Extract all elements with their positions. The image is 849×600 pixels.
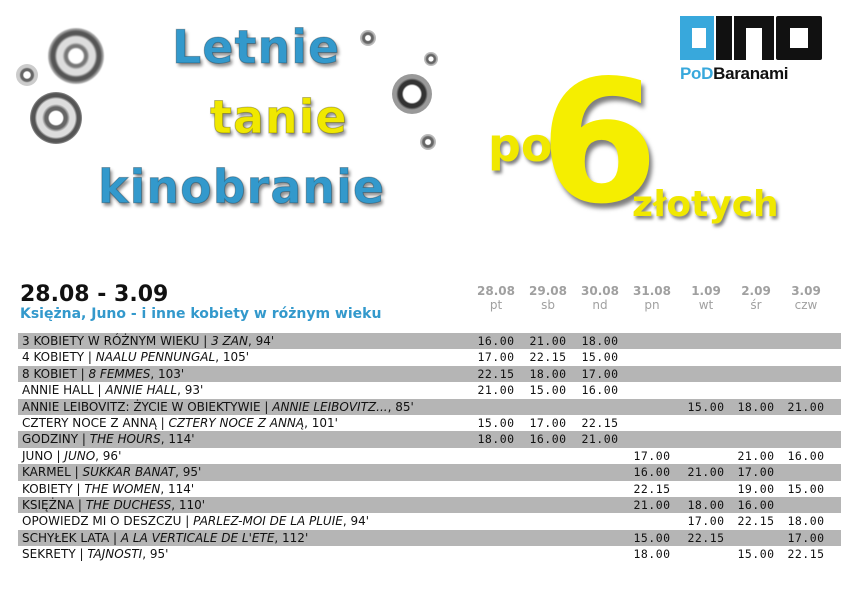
table-row	[18, 464, 841, 480]
film-title	[22, 546, 168, 562]
decorative-ring	[392, 74, 432, 114]
day-date: 1.09	[691, 284, 721, 298]
film-title	[22, 349, 249, 365]
screening-time: 21.00	[687, 465, 725, 480]
film-polish-title: OPOWIEDZ MI O DESZCZU |	[22, 514, 194, 529]
logo-wordmark	[680, 64, 825, 84]
screening-time: 15.00	[581, 350, 619, 365]
screening-time: 22.15	[737, 514, 775, 529]
film-polish-title: 4 KOBIETY |	[22, 350, 96, 365]
decorative-ring	[16, 64, 38, 86]
day-name: czw	[794, 298, 818, 312]
screening-time: 15.00	[529, 383, 567, 398]
film-title	[22, 481, 194, 497]
film-title	[22, 513, 369, 529]
film-title	[22, 382, 203, 398]
screening-time: 18.00	[477, 432, 515, 447]
day-date: 29.08	[529, 284, 567, 298]
screening-time: 21.00	[737, 448, 775, 463]
screening-time: 21.00	[581, 432, 619, 447]
film-polish-title: 8 KOBIET |	[22, 366, 89, 381]
film-original-title: NAALU PENNUNGAL	[95, 350, 216, 365]
film-original-title: TAJNOSTI	[87, 547, 143, 562]
screening-table	[18, 333, 841, 562]
decorative-ring	[48, 28, 104, 84]
logo-letter-o	[776, 16, 822, 60]
film-polish-title: KARMEL |	[22, 465, 83, 480]
screening-time: 15.00	[687, 399, 725, 414]
film-polish-title: KOBIETY |	[22, 481, 85, 496]
screening-time: 19.00	[737, 481, 775, 496]
screening-time: 18.00	[737, 399, 775, 414]
screening-time: 16.00	[737, 497, 775, 512]
headline-line-1: Letnie	[172, 20, 341, 74]
screening-time: 17.00	[581, 366, 619, 381]
headline-line-3: kinobranie	[98, 160, 386, 214]
logo-baranami: Baranami	[713, 64, 789, 83]
screening-time: 21.00	[477, 383, 515, 398]
film-polish-title: SCHYŁEK LATA |	[22, 530, 121, 545]
screening-time: 16.00	[581, 383, 619, 398]
screening-time: 18.00	[687, 497, 725, 512]
film-title	[22, 464, 201, 480]
film-duration: , 112'	[274, 530, 309, 545]
day-header	[679, 284, 733, 312]
film-title	[22, 399, 414, 415]
decorative-ring	[420, 134, 436, 150]
decorative-ring	[30, 92, 82, 144]
table-row	[18, 530, 841, 546]
day-header	[729, 284, 783, 312]
screening-time: 18.00	[787, 514, 825, 529]
screening-time: 16.00	[633, 465, 671, 480]
film-title	[22, 431, 195, 447]
screening-time: 17.00	[737, 465, 775, 480]
screening-time: 21.00	[529, 334, 567, 348]
screening-time: 22.15	[477, 366, 515, 381]
screening-time: 17.00	[477, 350, 515, 365]
film-title	[22, 415, 338, 431]
film-original-title: JUNO	[64, 448, 96, 463]
screening-time: 18.00	[529, 366, 567, 381]
table-row	[18, 399, 841, 415]
screening-time: 15.00	[633, 530, 671, 545]
screening-time: 17.00	[787, 530, 825, 545]
film-duration: , 94'	[247, 334, 275, 348]
screening-time: 22.15	[633, 481, 671, 496]
film-polish-title: JUNO |	[22, 448, 65, 463]
day-name: nd	[592, 298, 608, 312]
film-original-title: THE WOMEN	[84, 481, 161, 496]
film-original-title: ANNIE LEIBOVITZ...	[272, 399, 388, 414]
film-duration: , 110'	[171, 497, 206, 512]
day-name: śr	[750, 298, 762, 312]
film-polish-title: ANNIE HALL |	[22, 383, 106, 398]
day-date: 28.08	[477, 284, 515, 298]
price-value: 6	[540, 44, 659, 242]
price-suffix: złotych	[632, 184, 779, 225]
day-name: pn	[644, 298, 660, 312]
day-date: 30.08	[581, 284, 619, 298]
film-polish-title: 3 KOBIETY W RÓŻNYM WIEKU |	[22, 334, 212, 348]
decorative-ring	[424, 52, 438, 66]
film-title	[22, 530, 308, 546]
film-title	[22, 366, 184, 382]
film-polish-title: GODZINY |	[22, 432, 90, 447]
film-original-title: SUKKAR BANAT	[82, 465, 176, 480]
screening-time: 21.00	[787, 399, 825, 414]
film-duration: , 95'	[175, 465, 202, 480]
day-date: 3.09	[791, 284, 821, 298]
day-headers	[0, 284, 849, 318]
screening-time: 22.15	[581, 415, 619, 430]
logo-letter-n	[734, 16, 774, 60]
film-duration: , 114'	[160, 432, 195, 447]
table-row	[18, 431, 841, 447]
film-title	[22, 448, 121, 464]
screening-time: 15.00	[737, 547, 775, 562]
schedule-date-range: 28.08 - 3.09	[20, 282, 169, 307]
day-name: pt	[489, 298, 503, 312]
screening-time: 17.00	[529, 415, 567, 430]
film-duration: , 105'	[215, 350, 250, 365]
table-row	[18, 497, 841, 513]
screening-time: 21.00	[633, 497, 671, 512]
film-polish-title: KSIĘŻNA |	[22, 497, 86, 512]
film-original-title: 8 FEMMES	[88, 366, 151, 381]
decorative-ring	[360, 30, 376, 46]
table-row	[18, 366, 841, 382]
day-date: 2.09	[741, 284, 771, 298]
table-row	[18, 546, 841, 562]
screening-time: 15.00	[787, 481, 825, 496]
screening-time: 15.00	[477, 415, 515, 430]
table-row	[18, 415, 841, 431]
film-original-title: A LA VERTICALE DE L'ETE	[120, 530, 275, 545]
film-polish-title: SEKRETY |	[22, 547, 88, 562]
screening-time: 22.15	[529, 350, 567, 365]
film-original-title: CZTERY NOCE Z ANNĄ	[168, 415, 305, 430]
screening-time: 18.00	[633, 547, 671, 562]
table-row	[18, 382, 841, 398]
table-row	[18, 513, 841, 529]
film-duration: , 103'	[150, 366, 185, 381]
schedule-subtitle: Księżna, Juno - i inne kobiety w różnym wieku	[20, 306, 382, 322]
day-header	[625, 284, 679, 312]
day-header	[521, 284, 575, 312]
film-duration: , 95'	[142, 547, 169, 562]
film-duration: , 93'	[177, 383, 204, 398]
logo-kino-mark	[680, 16, 825, 60]
film-original-title: THE DUCHESS	[85, 497, 172, 512]
screening-time: 17.00	[687, 514, 725, 529]
film-duration: , 114'	[160, 481, 195, 496]
day-date: 31.08	[633, 284, 671, 298]
logo-letter-i	[716, 16, 732, 60]
price-prefix: po	[488, 118, 553, 172]
day-header	[469, 284, 523, 312]
logo-pod: PoD	[680, 64, 714, 83]
logo-letter-k	[680, 16, 714, 60]
headline-line-2: tanie	[210, 90, 348, 144]
day-header	[779, 284, 833, 312]
screening-time: 16.00	[529, 432, 567, 447]
screening-time: 17.00	[633, 448, 671, 463]
film-duration: , 101'	[304, 415, 338, 430]
screening-time: 22.15	[687, 530, 725, 545]
film-original-title: ANNIE HALL	[105, 383, 178, 398]
film-duration: , 96'	[95, 448, 122, 463]
film-title	[22, 497, 205, 513]
day-name: sb	[541, 298, 555, 312]
table-row	[18, 481, 841, 497]
screening-time: 18.00	[581, 334, 619, 348]
table-row	[18, 349, 841, 365]
film-polish-title: ANNIE LEIBOVITZ: ŻYCIE W OBIEKTYWIE |	[22, 399, 273, 414]
film-duration: , 85'	[387, 399, 414, 414]
screening-time: 16.00	[787, 448, 825, 463]
screening-time: 22.15	[787, 547, 825, 562]
day-name: wt	[698, 298, 714, 312]
film-duration: , 94'	[342, 514, 370, 529]
film-title	[22, 333, 274, 349]
film-original-title: THE HOURS	[89, 432, 161, 447]
cinema-logo	[680, 16, 825, 88]
screening-time: 16.00	[477, 334, 515, 348]
film-original-title: PARLEZ-MOI DE LA PLUIE	[193, 514, 343, 529]
table-row	[18, 333, 841, 349]
film-polish-title: CZTERY NOCE Z ANNĄ |	[22, 415, 169, 430]
film-original-title: 3 ZAN	[211, 334, 248, 348]
table-row	[18, 448, 841, 464]
day-header	[573, 284, 627, 312]
